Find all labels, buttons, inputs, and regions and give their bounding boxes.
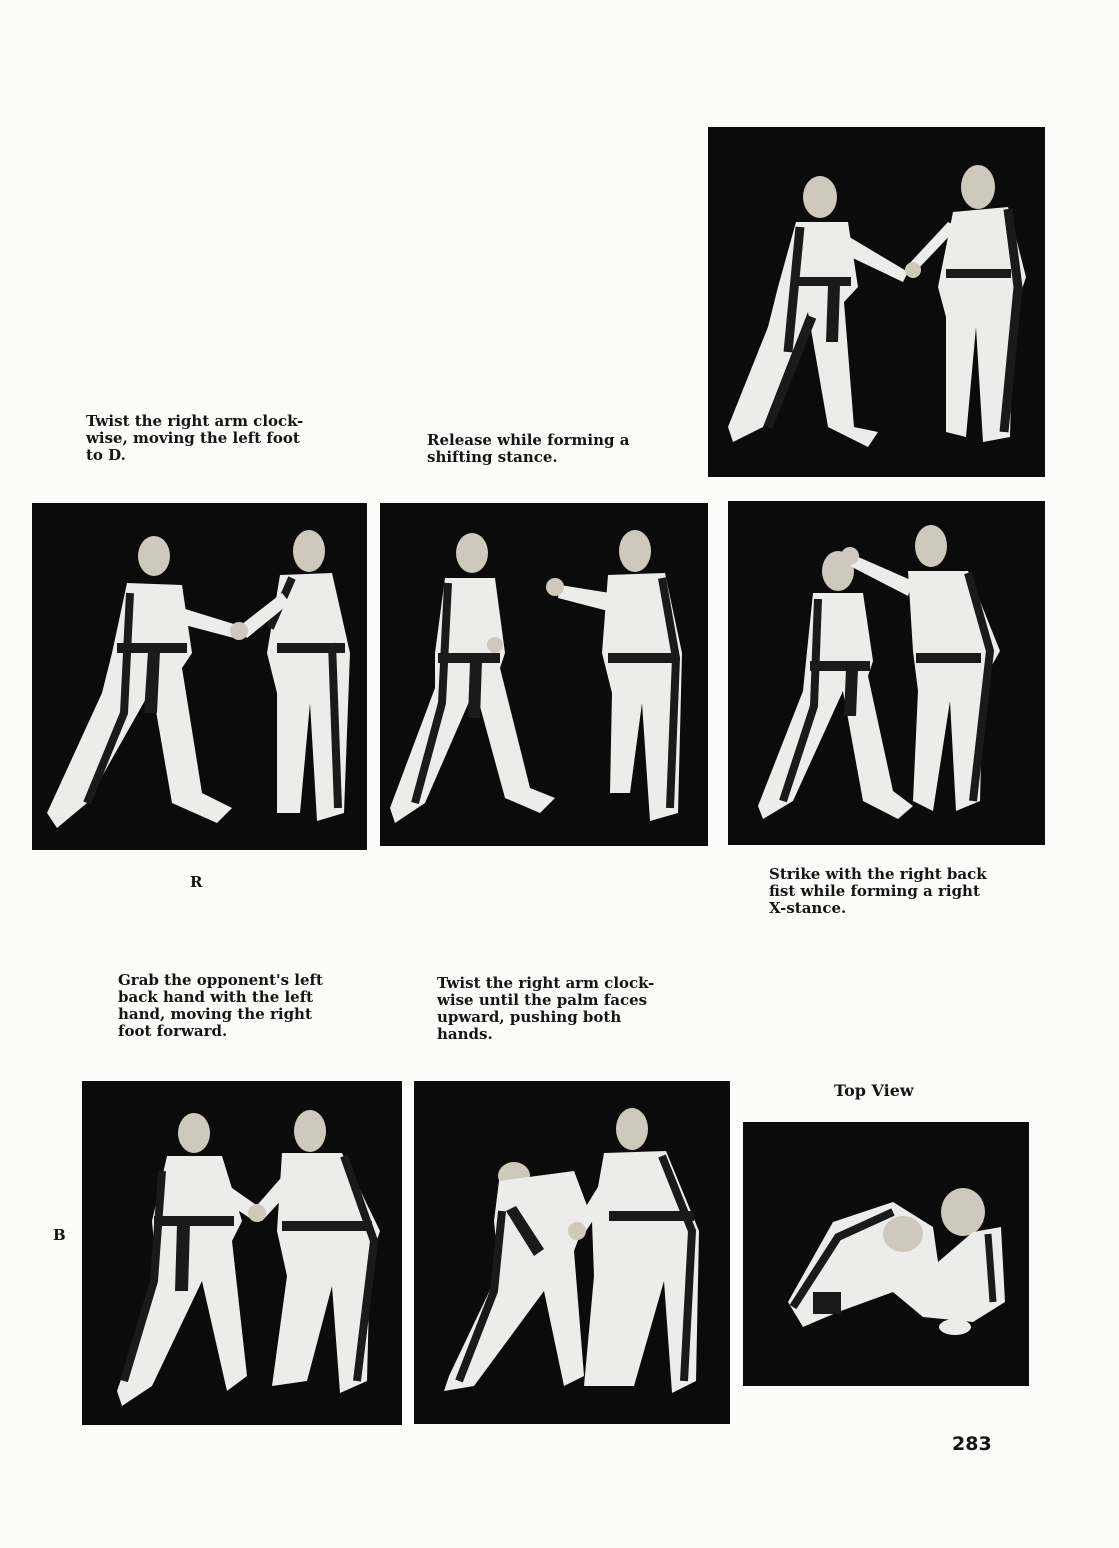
marker-b: B — [53, 1226, 66, 1244]
marker-r: R — [190, 873, 203, 891]
caption-grab: Grab the opponent's left back hand with the left hand, moving the right foot forward. — [118, 971, 323, 1040]
photo-figures — [380, 503, 708, 846]
caption-release: Release while forming a shifting stance. — [427, 431, 630, 466]
photo-figures — [82, 1081, 402, 1425]
caption-twist-palm: Twist the right arm clock- wise until the palm faces upward, pushing both hands. — [437, 974, 655, 1043]
photo-twist-arm — [32, 503, 367, 850]
photo-release — [380, 503, 708, 846]
photo-figures — [414, 1081, 730, 1424]
photo-figures — [708, 127, 1045, 477]
caption-strike: Strike with the right back fist while forming a right X-stance. — [769, 865, 987, 917]
photo-back-fist-strike — [728, 501, 1045, 845]
photo-figures — [743, 1122, 1029, 1386]
photo-twist-palm — [414, 1081, 730, 1424]
caption-top-view: Top View — [834, 1081, 914, 1100]
caption-twist-left-foot: Twist the right arm clock- wise, moving the left foot to D. — [86, 412, 304, 464]
photo-figures — [32, 503, 367, 850]
photo-grab-hand — [82, 1081, 402, 1425]
photo-handshake-start — [708, 127, 1045, 477]
photo-figures — [728, 501, 1045, 845]
page-number: 283 — [952, 1433, 992, 1455]
photo-top-view — [743, 1122, 1029, 1386]
